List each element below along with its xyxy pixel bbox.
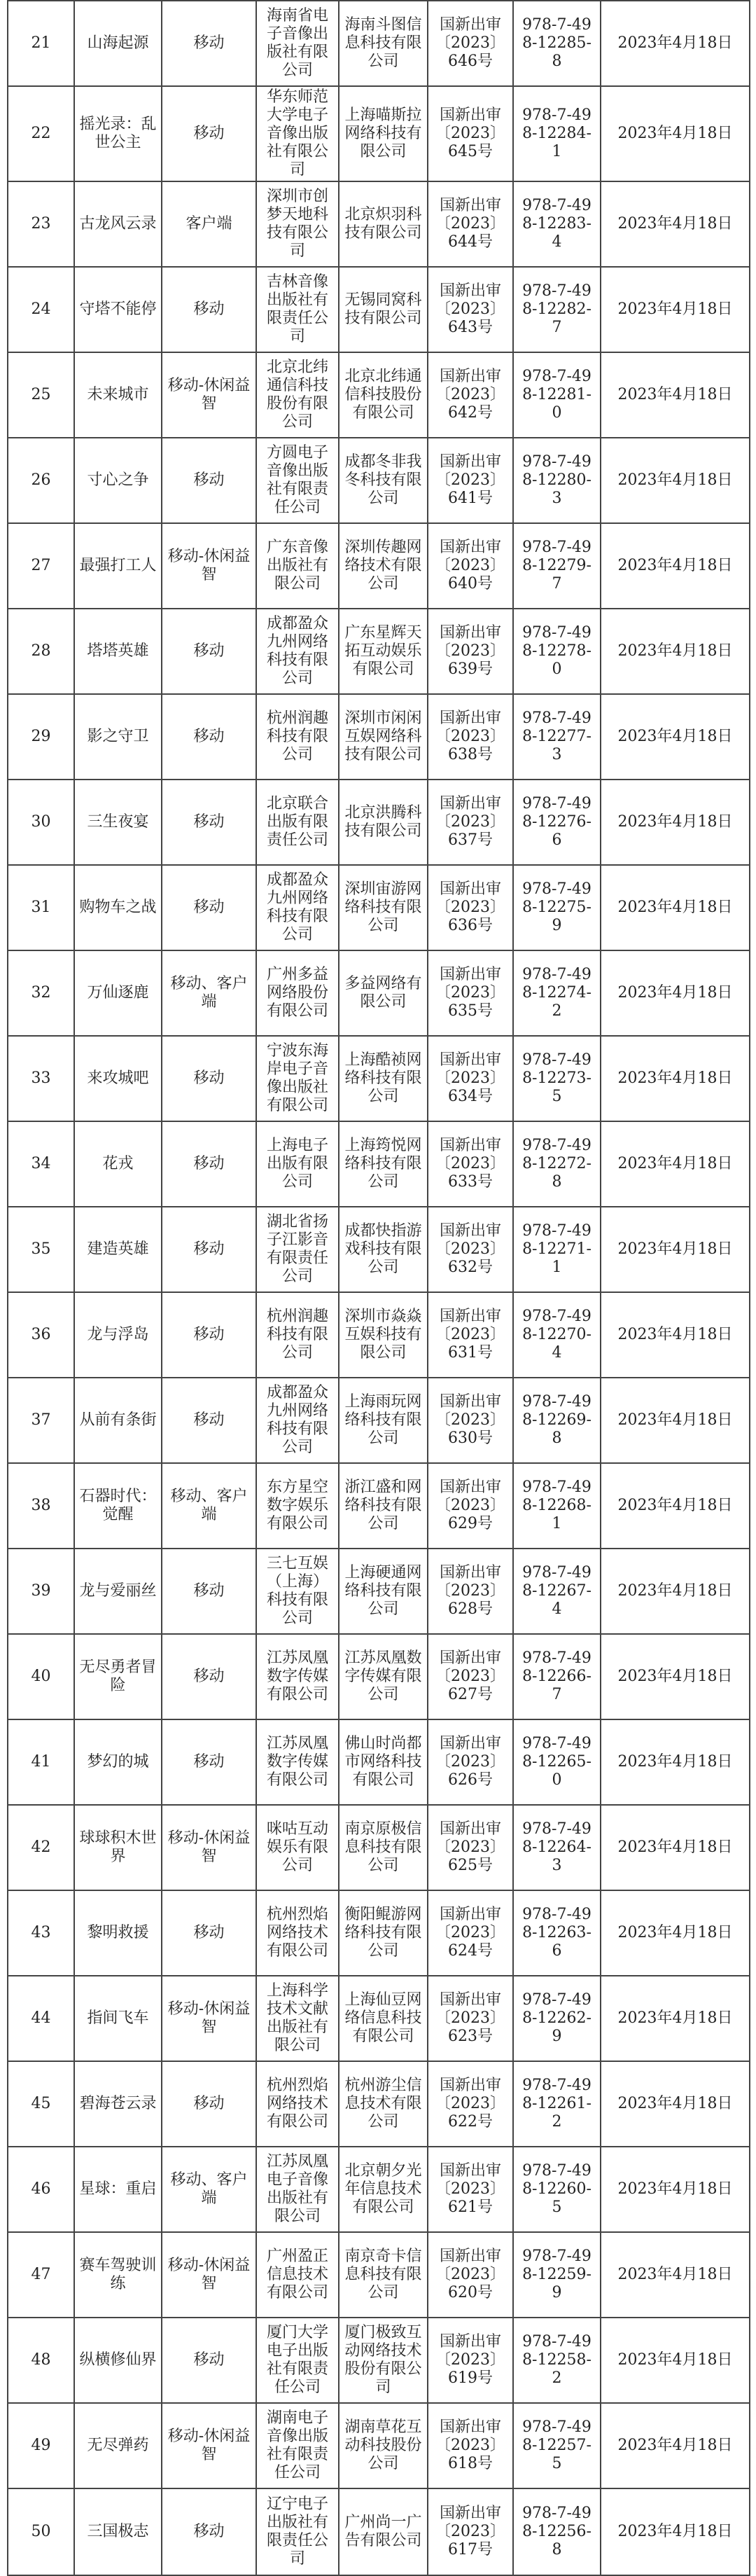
approval-date-cell: 2023年4月18日 — [601, 1976, 750, 2061]
category-cell: 客户端 — [162, 181, 256, 267]
game-name-cell: 寸心之争 — [74, 438, 162, 523]
publisher-cell: 湖南电子音像出版社有限责任公司 — [256, 2403, 339, 2488]
game-name-cell: 万仙逐鹿 — [74, 950, 162, 1036]
isbn-cell: 978-7-498-12259-9 — [513, 2232, 601, 2318]
table-row — [8, 2318, 750, 2403]
approval-date-cell: 2023年4月18日 — [601, 181, 750, 267]
approval-number-cell: 国新出审〔2023〕642号 — [428, 352, 513, 438]
isbn-cell: 978-7-498-12281-0 — [513, 352, 601, 438]
publisher-cell: 北京联合出版有限责任公司 — [256, 780, 339, 865]
table-row — [8, 2403, 750, 2488]
approval-date-cell: 2023年4月18日 — [601, 352, 750, 438]
category-cell: 移动 — [162, 438, 256, 523]
approval-number-cell: 国新出审〔2023〕619号 — [428, 2318, 513, 2403]
operator-cell: 北京朝夕光年信息技术有限公司 — [339, 2147, 428, 2232]
approval-number-cell: 国新出审〔2023〕622号 — [428, 2061, 513, 2147]
operator-cell: 深圳市闲闲互娱网络科技有限公司 — [339, 694, 428, 780]
approval-number-cell: 国新出审〔2023〕639号 — [428, 609, 513, 694]
table-row — [8, 438, 750, 523]
category-cell: 移动-休闲益智 — [162, 2232, 256, 2318]
isbn-cell: 978-7-498-12284-1 — [513, 86, 601, 181]
approval-date-cell: 2023年4月18日 — [601, 1463, 750, 1549]
row-number-cell: 43 — [8, 1890, 74, 1976]
game-name-cell: 龙与浮岛 — [74, 1292, 162, 1378]
approval-date-cell: 2023年4月18日 — [601, 1719, 750, 1805]
row-number-cell: 50 — [8, 2488, 74, 2575]
approval-date-cell: 2023年4月18日 — [601, 1378, 750, 1463]
row-number-cell: 32 — [8, 950, 74, 1036]
publisher-cell: 辽宁电子出版社有限责任公司 — [256, 2488, 339, 2575]
approval-number-cell: 国新出审〔2023〕617号 — [428, 2488, 513, 2575]
category-cell: 移动、客户端 — [162, 950, 256, 1036]
operator-cell: 杭州游尘信息技术有限公司 — [339, 2061, 428, 2147]
operator-cell: 北京北纬通信科技股份有限公司 — [339, 352, 428, 438]
approval-date-cell: 2023年4月18日 — [601, 950, 750, 1036]
approval-number-cell: 国新出审〔2023〕637号 — [428, 780, 513, 865]
publisher-cell: 三七互娱（上海）科技有限公司 — [256, 1549, 339, 1634]
operator-cell: 上海喵斯拉网络科技有限公司 — [339, 86, 428, 181]
isbn-cell: 978-7-498-12269-8 — [513, 1378, 601, 1463]
row-number-cell: 33 — [8, 1036, 74, 1121]
operator-cell: 多益网络有限公司 — [339, 950, 428, 1036]
approval-number-cell: 国新出审〔2023〕641号 — [428, 438, 513, 523]
isbn-cell: 978-7-498-12271-1 — [513, 1207, 601, 1292]
operator-cell: 无锡同窝科技有限公司 — [339, 267, 428, 352]
row-number-cell: 45 — [8, 2061, 74, 2147]
approval-number-cell: 国新出审〔2023〕638号 — [428, 694, 513, 780]
row-number-cell: 41 — [8, 1719, 74, 1805]
game-name-cell: 黎明救援 — [74, 1890, 162, 1976]
row-number-cell: 44 — [8, 1976, 74, 2061]
isbn-cell: 978-7-498-12264-3 — [513, 1805, 601, 1890]
game-name-cell: 梦幻的城 — [74, 1719, 162, 1805]
publisher-cell: 吉林音像出版社有限责任公司 — [256, 267, 339, 352]
approval-date-cell: 2023年4月18日 — [601, 1890, 750, 1976]
game-name-cell: 守塔不能停 — [74, 267, 162, 352]
approval-date-cell: 2023年4月18日 — [601, 1, 750, 86]
game-name-cell: 影之守卫 — [74, 694, 162, 780]
table-row — [8, 609, 750, 694]
game-name-cell: 星球：重启 — [74, 2147, 162, 2232]
row-number-cell: 27 — [8, 523, 74, 609]
category-cell: 移动、客户端 — [162, 2147, 256, 2232]
operator-cell: 上海仙豆网络信息科技有限公司 — [339, 1976, 428, 2061]
table-row — [8, 267, 750, 352]
row-number-cell: 35 — [8, 1207, 74, 1292]
operator-cell: 深圳传趣网络技术有限公司 — [339, 523, 428, 609]
operator-cell: 海南斗图信息科技有限公司 — [339, 1, 428, 86]
operator-cell: 南京原极信息科技有限公司 — [339, 1805, 428, 1890]
game-name-cell: 指间飞车 — [74, 1976, 162, 2061]
operator-cell: 江苏凤凰数字传媒有限公司 — [339, 1634, 428, 1719]
approval-number-cell: 国新出审〔2023〕620号 — [428, 2232, 513, 2318]
publisher-cell: 杭州润趣科技有限公司 — [256, 1292, 339, 1378]
table-row — [8, 780, 750, 865]
isbn-cell: 978-7-498-12279-7 — [513, 523, 601, 609]
operator-cell: 上海硬通网络科技有限公司 — [339, 1549, 428, 1634]
category-cell: 移动 — [162, 1, 256, 86]
row-number-cell: 23 — [8, 181, 74, 267]
operator-cell: 广东星辉天拓互动娱乐有限公司 — [339, 609, 428, 694]
approval-number-cell: 国新出审〔2023〕646号 — [428, 1, 513, 86]
operator-cell: 衡阳鲲游网络科技有限公司 — [339, 1890, 428, 1976]
publisher-cell: 北京北纬通信科技股份有限公司 — [256, 352, 339, 438]
operator-cell: 成都快指游戏科技有限公司 — [339, 1207, 428, 1292]
isbn-cell: 978-7-498-12270-4 — [513, 1292, 601, 1378]
category-cell: 移动 — [162, 2488, 256, 2575]
game-name-cell: 石器时代：觉醒 — [74, 1463, 162, 1549]
operator-cell: 厦门极致互动网络技术股份有限公司 — [339, 2318, 428, 2403]
game-name-cell: 从前有条街 — [74, 1378, 162, 1463]
operator-cell: 南京奇卡信息科技有限公司 — [339, 2232, 428, 2318]
approval-number-cell: 国新出审〔2023〕634号 — [428, 1036, 513, 1121]
category-cell: 移动 — [162, 609, 256, 694]
operator-cell: 成都冬非我冬科技有限公司 — [339, 438, 428, 523]
publisher-cell: 成都盈众九州网络科技有限公司 — [256, 1378, 339, 1463]
publisher-cell: 成都盈众九州网络科技有限公司 — [256, 865, 339, 950]
isbn-cell: 978-7-498-12261-2 — [513, 2061, 601, 2147]
row-number-cell: 49 — [8, 2403, 74, 2488]
category-cell: 移动 — [162, 1292, 256, 1378]
approval-number-cell: 国新出审〔2023〕633号 — [428, 1121, 513, 1207]
approval-date-cell: 2023年4月18日 — [601, 86, 750, 181]
category-cell: 移动 — [162, 2061, 256, 2147]
publisher-cell: 宁波东海岸电子音像出版社有限公司 — [256, 1036, 339, 1121]
publisher-cell: 广州多益网络股份有限公司 — [256, 950, 339, 1036]
isbn-cell: 978-7-498-12263-6 — [513, 1890, 601, 1976]
operator-cell: 上海雨玩网络科技有限公司 — [339, 1378, 428, 1463]
table-row — [8, 1036, 750, 1121]
category-cell: 移动 — [162, 1719, 256, 1805]
approval-date-cell: 2023年4月18日 — [601, 523, 750, 609]
game-name-cell: 摇光录：乱世公主 — [74, 86, 162, 181]
category-cell: 移动 — [162, 694, 256, 780]
category-cell: 移动 — [162, 1378, 256, 1463]
publisher-cell: 江苏凤凰数字传媒有限公司 — [256, 1634, 339, 1719]
approval-number-cell: 国新出审〔2023〕623号 — [428, 1976, 513, 2061]
game-name-cell: 三国极志 — [74, 2488, 162, 2575]
publisher-cell: 上海电子出版有限公司 — [256, 1121, 339, 1207]
approval-number-cell: 国新出审〔2023〕625号 — [428, 1805, 513, 1890]
approval-date-cell: 2023年4月18日 — [601, 1292, 750, 1378]
table-row — [8, 950, 750, 1036]
category-cell: 移动 — [162, 1634, 256, 1719]
table-row — [8, 1805, 750, 1890]
operator-cell: 北京炽羽科技有限公司 — [339, 181, 428, 267]
category-cell: 移动-休闲益智 — [162, 352, 256, 438]
row-number-cell: 25 — [8, 352, 74, 438]
approval-date-cell: 2023年4月18日 — [601, 2318, 750, 2403]
isbn-cell: 978-7-498-12260-5 — [513, 2147, 601, 2232]
category-cell: 移动 — [162, 86, 256, 181]
isbn-cell: 978-7-498-12273-5 — [513, 1036, 601, 1121]
publisher-cell: 东方星空数字娱乐有限公司 — [256, 1463, 339, 1549]
table-row — [8, 2232, 750, 2318]
game-name-cell: 三生夜宴 — [74, 780, 162, 865]
game-name-cell: 球球积木世界 — [74, 1805, 162, 1890]
category-cell: 移动-休闲益智 — [162, 1976, 256, 2061]
isbn-cell: 978-7-498-12266-7 — [513, 1634, 601, 1719]
category-cell: 移动、客户端 — [162, 1463, 256, 1549]
approval-number-cell: 国新出审〔2023〕627号 — [428, 1634, 513, 1719]
game-approval-table — [7, 0, 750, 2576]
table-row — [8, 1463, 750, 1549]
table-row — [8, 2147, 750, 2232]
approval-date-cell: 2023年4月18日 — [601, 2403, 750, 2488]
approval-date-cell: 2023年4月18日 — [601, 1207, 750, 1292]
game-name-cell: 古龙风云录 — [74, 181, 162, 267]
approval-number-cell: 国新出审〔2023〕640号 — [428, 523, 513, 609]
isbn-cell: 978-7-498-12274-2 — [513, 950, 601, 1036]
table-body — [8, 1, 750, 2575]
table-row — [8, 1719, 750, 1805]
game-name-cell: 碧海苍云录 — [74, 2061, 162, 2147]
isbn-cell: 978-7-498-12282-7 — [513, 267, 601, 352]
game-name-cell: 无尽弹药 — [74, 2403, 162, 2488]
category-cell: 移动 — [162, 1121, 256, 1207]
approval-date-cell: 2023年4月18日 — [601, 2232, 750, 2318]
category-cell: 移动 — [162, 865, 256, 950]
approval-number-cell: 国新出审〔2023〕645号 — [428, 86, 513, 181]
row-number-cell: 46 — [8, 2147, 74, 2232]
game-name-cell: 赛车驾驶训练 — [74, 2232, 162, 2318]
publisher-cell: 江苏凤凰数字传媒有限公司 — [256, 1719, 339, 1805]
row-number-cell: 36 — [8, 1292, 74, 1378]
game-name-cell: 塔塔英雄 — [74, 609, 162, 694]
isbn-cell: 978-7-498-12272-8 — [513, 1121, 601, 1207]
category-cell: 移动 — [162, 1890, 256, 1976]
approval-date-cell: 2023年4月18日 — [601, 2061, 750, 2147]
approval-number-cell: 国新出审〔2023〕626号 — [428, 1719, 513, 1805]
isbn-cell: 978-7-498-12256-8 — [513, 2488, 601, 2575]
category-cell: 移动-休闲益智 — [162, 523, 256, 609]
table-row — [8, 1121, 750, 1207]
approval-date-cell: 2023年4月18日 — [601, 2147, 750, 2232]
approval-number-cell: 国新出审〔2023〕629号 — [428, 1463, 513, 1549]
row-number-cell: 24 — [8, 267, 74, 352]
category-cell: 移动 — [162, 780, 256, 865]
row-number-cell: 29 — [8, 694, 74, 780]
publisher-cell: 广州盈正信息技术有限公司 — [256, 2232, 339, 2318]
table-row — [8, 1292, 750, 1378]
category-cell: 移动-休闲益智 — [162, 2403, 256, 2488]
operator-cell: 深圳市焱焱互娱科技有限公司 — [339, 1292, 428, 1378]
publisher-cell: 厦门大学电子出版社有限责任公司 — [256, 2318, 339, 2403]
row-number-cell: 30 — [8, 780, 74, 865]
table-row — [8, 1207, 750, 1292]
table-row — [8, 523, 750, 609]
publisher-cell: 杭州润趣科技有限公司 — [256, 694, 339, 780]
operator-cell: 上海酷祯网络科技有限公司 — [339, 1036, 428, 1121]
table-row — [8, 1634, 750, 1719]
isbn-cell: 978-7-498-12258-2 — [513, 2318, 601, 2403]
row-number-cell: 34 — [8, 1121, 74, 1207]
game-name-cell: 建造英雄 — [74, 1207, 162, 1292]
operator-cell: 湖南草花互动科技股份公司 — [339, 2403, 428, 2488]
isbn-cell: 978-7-498-12262-9 — [513, 1976, 601, 2061]
publisher-cell: 方圆电子音像出版社有限责任公司 — [256, 438, 339, 523]
row-number-cell: 37 — [8, 1378, 74, 1463]
approval-number-cell: 国新出审〔2023〕632号 — [428, 1207, 513, 1292]
table-row — [8, 1, 750, 86]
approval-date-cell: 2023年4月18日 — [601, 694, 750, 780]
publisher-cell: 深圳市创梦天地科技有限公司 — [256, 181, 339, 267]
approval-number-cell: 国新出审〔2023〕618号 — [428, 2403, 513, 2488]
publisher-cell: 广东音像出版社有限公司 — [256, 523, 339, 609]
publisher-cell: 湖北省扬子江影音有限责任公司 — [256, 1207, 339, 1292]
isbn-cell: 978-7-498-12280-3 — [513, 438, 601, 523]
approval-number-cell: 国新出审〔2023〕628号 — [428, 1549, 513, 1634]
table-row — [8, 2061, 750, 2147]
approval-number-cell: 国新出审〔2023〕635号 — [428, 950, 513, 1036]
game-name-cell: 购物车之战 — [74, 865, 162, 950]
row-number-cell: 39 — [8, 1549, 74, 1634]
game-name-cell: 龙与爱丽丝 — [74, 1549, 162, 1634]
publisher-cell: 江苏凤凰电子音像出版社有限公司 — [256, 2147, 339, 2232]
approval-date-cell: 2023年4月18日 — [601, 1121, 750, 1207]
table-row — [8, 865, 750, 950]
operator-cell: 广州尚一广告有限公司 — [339, 2488, 428, 2575]
category-cell: 移动 — [162, 1207, 256, 1292]
table-row — [8, 352, 750, 438]
publisher-cell: 杭州烈焰网络技术有限公司 — [256, 2061, 339, 2147]
category-cell: 移动 — [162, 1549, 256, 1634]
approval-date-cell: 2023年4月18日 — [601, 2488, 750, 2575]
publisher-cell: 咪咕互动娱乐有限公司 — [256, 1805, 339, 1890]
isbn-cell: 978-7-498-12277-3 — [513, 694, 601, 780]
table-row — [8, 1976, 750, 2061]
approval-date-cell: 2023年4月18日 — [601, 609, 750, 694]
game-name-cell: 最强打工人 — [74, 523, 162, 609]
row-number-cell: 40 — [8, 1634, 74, 1719]
row-number-cell: 48 — [8, 2318, 74, 2403]
approval-date-cell: 2023年4月18日 — [601, 1036, 750, 1121]
approval-number-cell: 国新出审〔2023〕636号 — [428, 865, 513, 950]
approval-date-cell: 2023年4月18日 — [601, 1549, 750, 1634]
row-number-cell: 38 — [8, 1463, 74, 1549]
approval-date-cell: 2023年4月18日 — [601, 780, 750, 865]
row-number-cell: 31 — [8, 865, 74, 950]
row-number-cell: 42 — [8, 1805, 74, 1890]
category-cell: 移动 — [162, 1036, 256, 1121]
game-name-cell: 无尽勇者冒险 — [74, 1634, 162, 1719]
table-row — [8, 1378, 750, 1463]
approval-number-cell: 国新出审〔2023〕621号 — [428, 2147, 513, 2232]
table-row — [8, 1890, 750, 1976]
operator-cell: 佛山时尚都市网络科技有限公司 — [339, 1719, 428, 1805]
isbn-cell: 978-7-498-12276-6 — [513, 780, 601, 865]
game-name-cell: 未来城市 — [74, 352, 162, 438]
publisher-cell: 上海科学技术文献出版社有限公司 — [256, 1976, 339, 2061]
isbn-cell: 978-7-498-12267-4 — [513, 1549, 601, 1634]
row-number-cell: 26 — [8, 438, 74, 523]
approval-number-cell: 国新出审〔2023〕631号 — [428, 1292, 513, 1378]
isbn-cell: 978-7-498-12265-0 — [513, 1719, 601, 1805]
operator-cell: 深圳宙游网络科技有限公司 — [339, 865, 428, 950]
operator-cell: 北京洪腾科技有限公司 — [339, 780, 428, 865]
approval-date-cell: 2023年4月18日 — [601, 1805, 750, 1890]
approval-date-cell: 2023年4月18日 — [601, 865, 750, 950]
approval-date-cell: 2023年4月18日 — [601, 438, 750, 523]
isbn-cell: 978-7-498-12278-0 — [513, 609, 601, 694]
approval-date-cell: 2023年4月18日 — [601, 1634, 750, 1719]
publisher-cell: 杭州烈焰网络技术有限公司 — [256, 1890, 339, 1976]
publisher-cell: 海南省电子音像出版社有限公司 — [256, 1, 339, 86]
table-row — [8, 694, 750, 780]
publisher-cell: 华东师范大学电子音像出版社有限公司 — [256, 86, 339, 181]
game-name-cell: 纵横修仙界 — [74, 2318, 162, 2403]
isbn-cell: 978-7-498-12285-8 — [513, 1, 601, 86]
isbn-cell: 978-7-498-12268-1 — [513, 1463, 601, 1549]
game-name-cell: 来攻城吧 — [74, 1036, 162, 1121]
publisher-cell: 成都盈众九州网络科技有限公司 — [256, 609, 339, 694]
operator-cell: 浙江盛和网络科技有限公司 — [339, 1463, 428, 1549]
table-row — [8, 86, 750, 181]
isbn-cell: 978-7-498-12275-9 — [513, 865, 601, 950]
table-row — [8, 1549, 750, 1634]
row-number-cell: 22 — [8, 86, 74, 181]
approval-number-cell: 国新出审〔2023〕624号 — [428, 1890, 513, 1976]
approval-number-cell: 国新出审〔2023〕643号 — [428, 267, 513, 352]
row-number-cell: 47 — [8, 2232, 74, 2318]
row-number-cell: 28 — [8, 609, 74, 694]
game-name-cell: 花戎 — [74, 1121, 162, 1207]
approval-number-cell: 国新出审〔2023〕644号 — [428, 181, 513, 267]
table-row — [8, 181, 750, 267]
isbn-cell: 978-7-498-12283-4 — [513, 181, 601, 267]
category-cell: 移动 — [162, 2318, 256, 2403]
game-name-cell: 山海起源 — [74, 1, 162, 86]
row-number-cell: 21 — [8, 1, 74, 86]
operator-cell: 上海筠悦网络科技有限公司 — [339, 1121, 428, 1207]
isbn-cell: 978-7-498-12257-5 — [513, 2403, 601, 2488]
table-row — [8, 2488, 750, 2575]
approval-number-cell: 国新出审〔2023〕630号 — [428, 1378, 513, 1463]
approval-date-cell: 2023年4月18日 — [601, 267, 750, 352]
category-cell: 移动 — [162, 267, 256, 352]
category-cell: 移动-休闲益智 — [162, 1805, 256, 1890]
